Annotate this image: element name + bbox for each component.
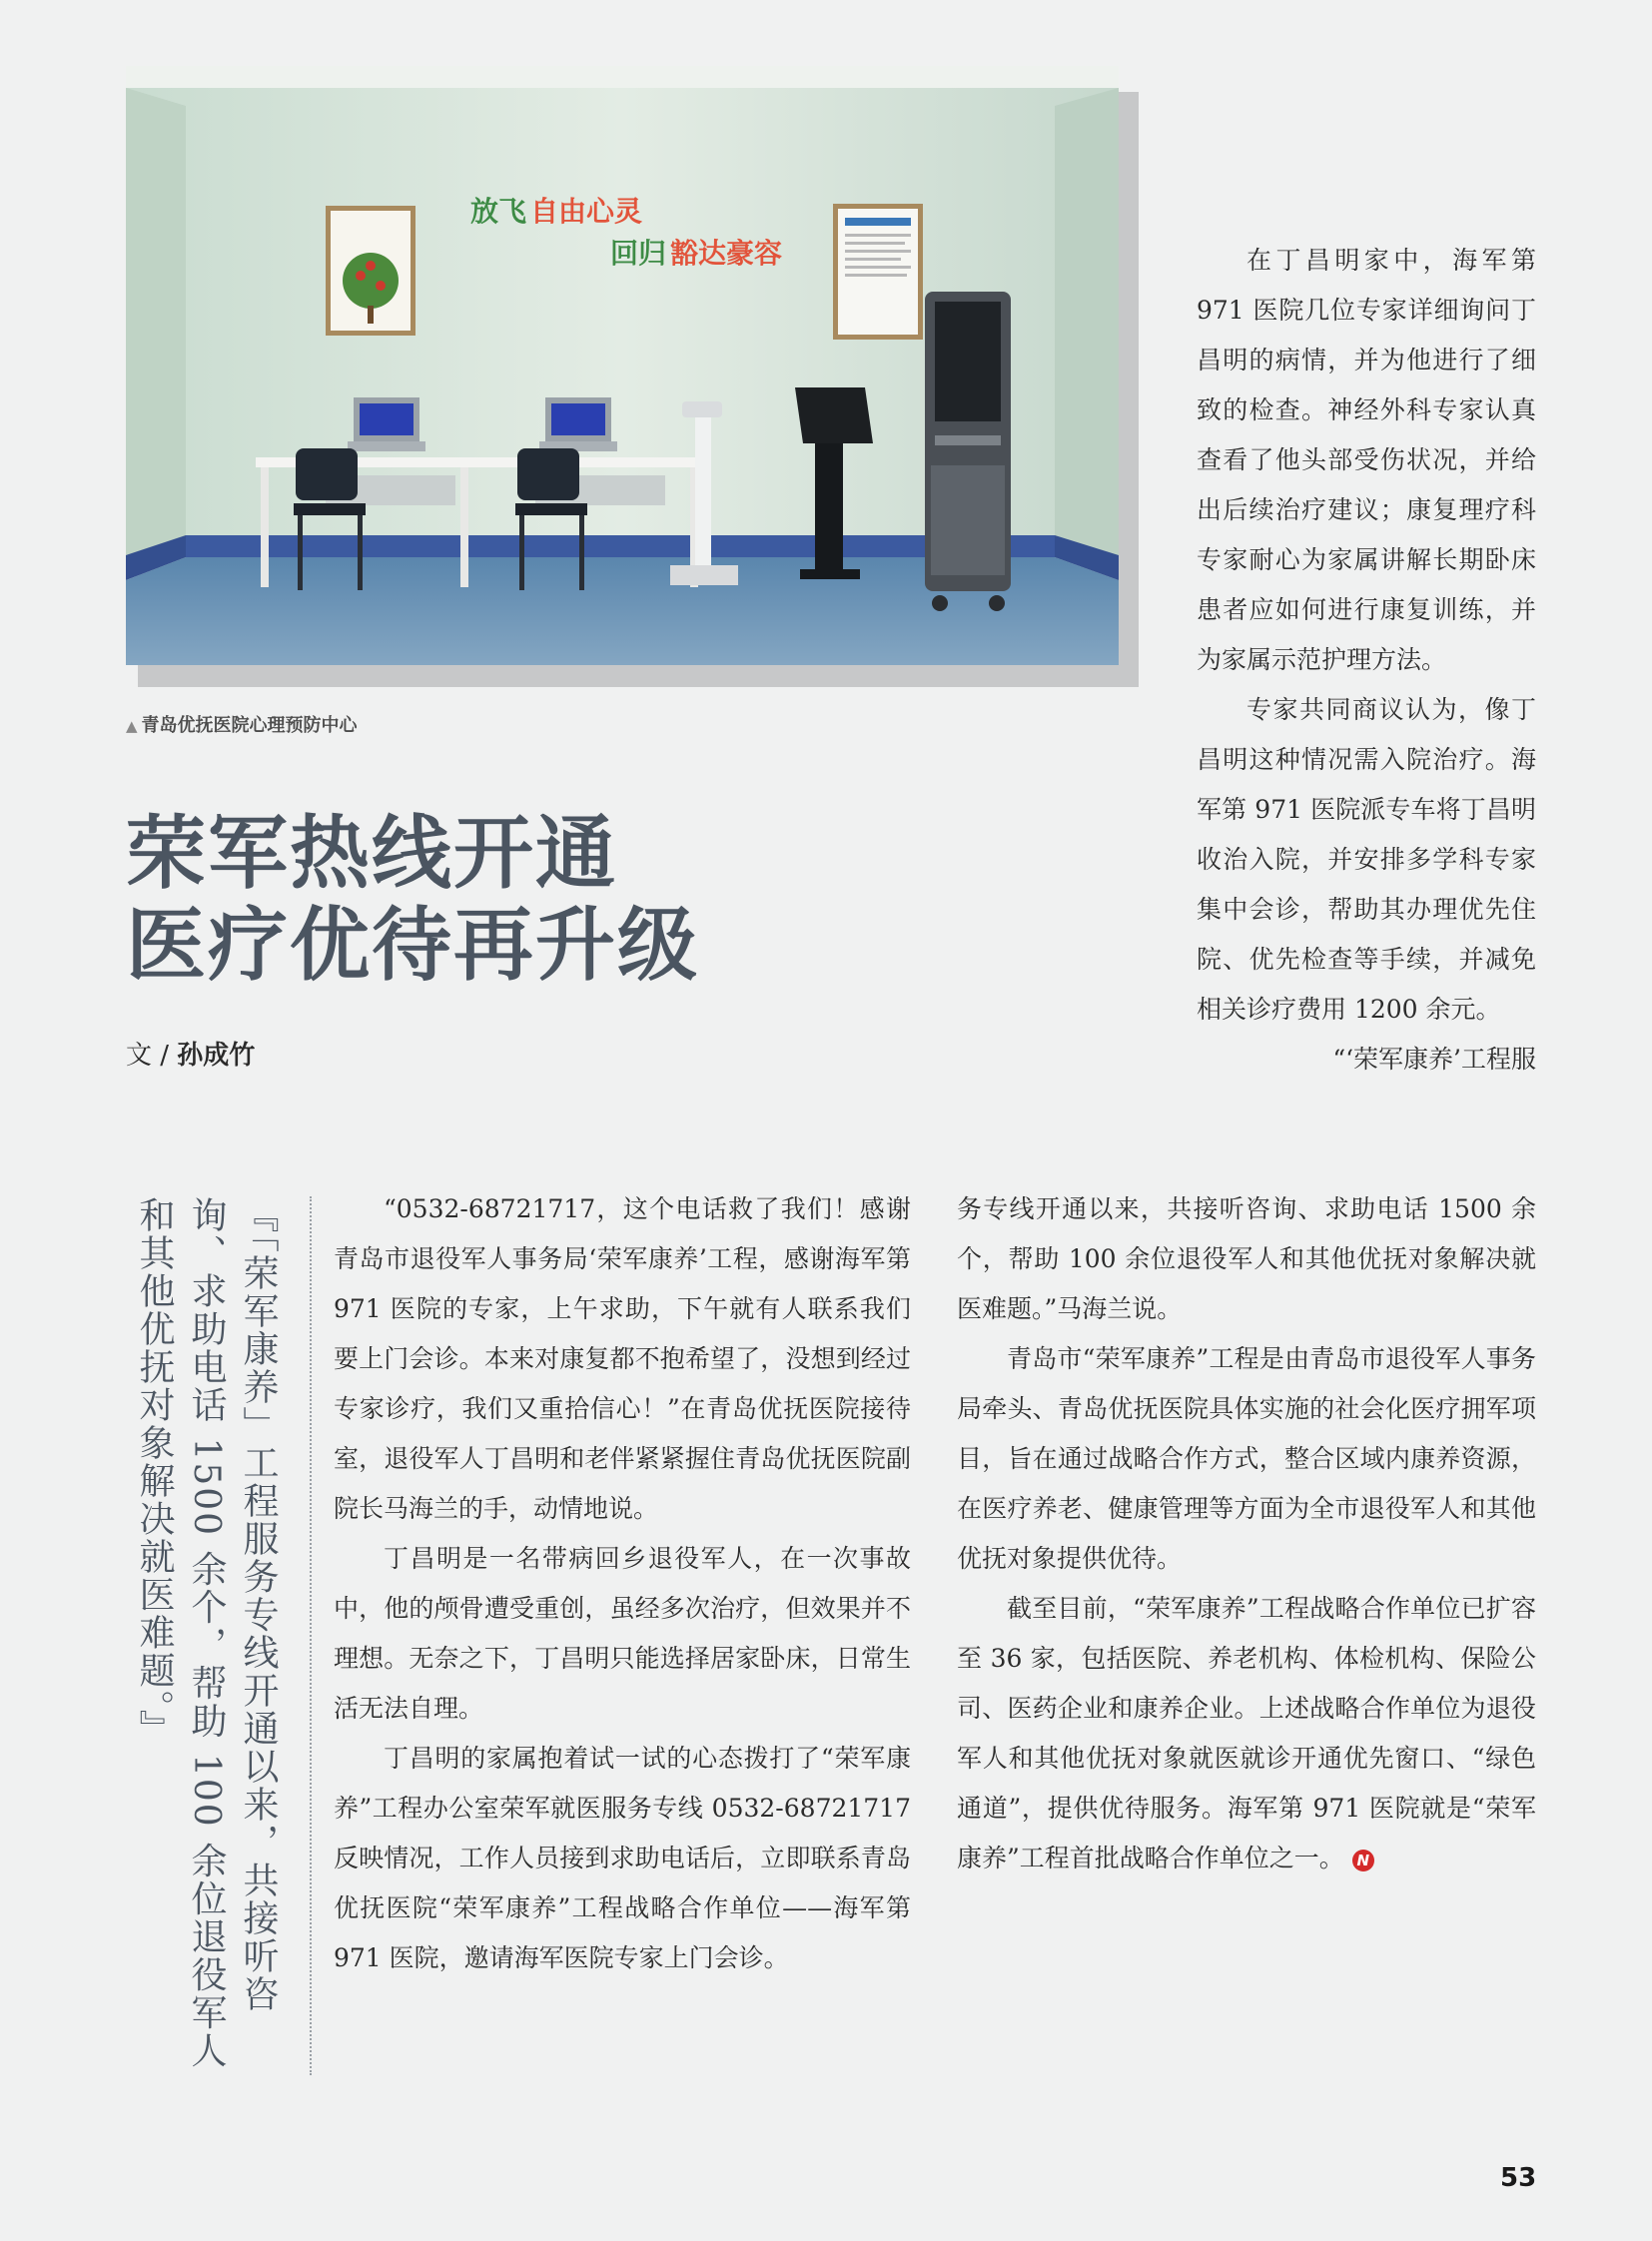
paragraph-7: 青岛市“荣军康养”工程是由青岛市退役军人事务局牵头、青岛优抚医院具体实施的社会化医疗拥军项目，旨在通过战略合作方式，整合区域内康养资源，在医疗养老、健康管理等方面为全市退役军人和其他优抚对象提供优待。 [957,1344,1536,1573]
paragraph-6-start: “‘荣军康养’工程服 [1332,1045,1536,1074]
caption-triangle-icon: ▲ [126,717,138,735]
slogan-text-3: 回归 [610,237,667,270]
photo-illustration [126,66,1119,665]
page-number: 53 [1500,2163,1537,2193]
photo-caption [126,711,358,737]
author-name: 孙成竹 [177,1041,256,1071]
text-column-middle [334,1184,911,1983]
paragraph-8 [957,1584,1536,1883]
title-line-1: 荣军热线开通 [126,806,617,900]
paragraph-6-continued: 务专线开通以来，共接听咨询、求助电话 1500 余个，帮助 100 余位退役军人和其他优抚对象解决就医难题。”马海兰说。 [957,1194,1536,1323]
paragraph-8-text: 截至目前，“荣军康养”工程战略合作单位已扩容至 36 家，包括医院、养老机构、体检机构、保险公司、医药企业和康养企业。上述战略合作单位为退役军人和其他优抚对象就医就诊开通优先窗口、“绿色通道”，提供优待服务。海军第 971 医院就是“荣军康养”工程首批战略合作单位之一。 [957,1594,1536,1872]
byline [126,1035,255,1072]
paragraph-2: 丁昌明是一名带病回乡退役军人，在一次事故中，他的颅骨遭受重创，虽经多次治疗，但效果并不理想。无奈之下，丁昌明只能选择居家卧床，日常生活无法自理。 [334,1544,911,1723]
text-column-right [1197,236,1536,1085]
byline-prefix: 文 / [126,1041,178,1071]
end-of-article-icon: N [1352,1850,1374,1871]
pull-quote-divider [310,1196,312,2075]
caption-text: 青岛优抚医院心理预防中心 [141,715,358,736]
paragraph-1: “0532-68721717，这个电话救了我们！感谢青岛市退役军人事务局‘荣军康养’工程，感谢海军第 971 医院的专家，上午求助，下午就有人联系我们要上门会诊。本来对康复都不抱希望了，没想到经过专家诊疗，我们又重拾信心！”在青岛优抚医院接待室，退役军人丁昌明和老伴紧紧握住青岛优抚医院副院长马海兰的手，动情地说。 [334,1194,911,1523]
article-photo [126,66,1119,665]
pull-quote: 『「荣军康养」工程服务专线开通以来，共接听咨询、求助电话 1500 余个，帮助 100 余位退役军人和其他优抚对象解决就医难题。』 [134,1196,279,2070]
article-title [126,807,885,991]
slogan-text-1: 放飞 [470,195,527,228]
text-column-far [957,1184,1536,1883]
title-line-2: 医疗优待再升级 [126,898,699,992]
paragraph-3: 丁昌明的家属抱着试一试的心态拨打了“荣军康养”工程办公室荣军就医服务专线 0532-68721717 反映情况，工作人员接到求助电话后，立即联系青岛优抚医院“荣军康养”工程战略合作单位——海军第 971 医院，邀请海军医院专家上门会诊。 [334,1744,911,1972]
paragraph-5: 专家共同商议认为，像丁昌明这种情况需入院治疗。海军第 971 医院派专车将丁昌明收治入院，并安排多学科专家集中会诊，帮助其办理优先住院、优先检查等手续，并减免相关诊疗费用 1200 余元。 [1197,695,1536,1024]
slogan-text-4: 豁达豪容 [670,237,783,270]
paragraph-4: 在丁昌明家中，海军第 971 医院几位专家详细询问丁昌明的病情，并为他进行了细致的检查。神经外科专家认真查看了他头部受伤状况，并给出后续治疗建议；康复理疗科专家耐心为家属讲解长期卧床患者应如何进行康复训练，并为家属示范护理方法。 [1197,246,1536,674]
slogan-text-2: 自由心灵 [530,195,643,228]
